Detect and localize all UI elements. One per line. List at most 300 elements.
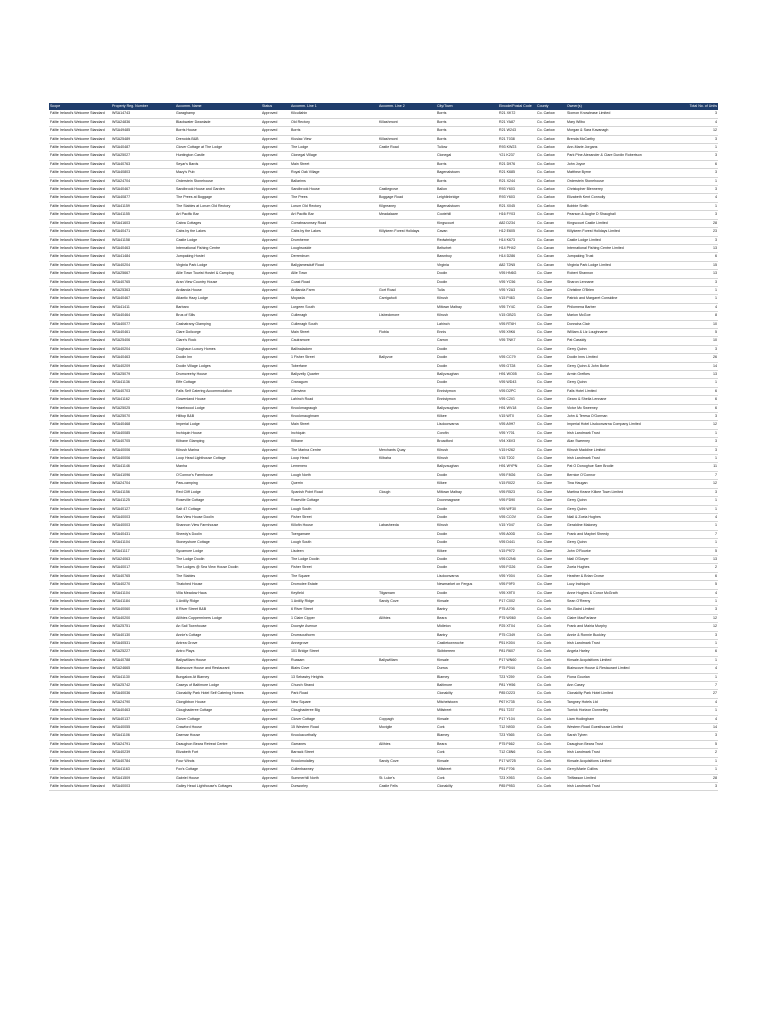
table-cell: Gerry Quinn	[567, 498, 587, 503]
table-cell: Approved	[262, 388, 278, 393]
table-cell	[378, 480, 436, 488]
table-cell: Co. Carlow	[537, 145, 555, 150]
table-cell: Approved	[262, 321, 278, 326]
table-cell: WSA25070	[112, 414, 131, 419]
table-cell: Co. Clare	[537, 514, 553, 519]
table-cell: Miltown Malbay	[437, 304, 462, 309]
table-cell: Toberfane	[291, 363, 307, 368]
table-cell: Baltimore	[437, 683, 453, 688]
table-cell: 3	[715, 111, 717, 116]
table-cell: Blairs Cove	[291, 666, 310, 671]
table-row	[49, 555, 718, 563]
table-row	[49, 774, 718, 782]
table-row	[49, 253, 718, 261]
table-cell: Kilrush Maddine Limited	[567, 447, 606, 452]
table-cell: WSA40703	[112, 388, 131, 393]
table-cell: Ann Casey	[567, 683, 585, 688]
table-cell: 3	[715, 136, 717, 141]
table-cell: 1	[715, 598, 717, 603]
table-cell: 12	[713, 615, 717, 620]
table-cell: Kilbaha	[379, 456, 391, 461]
table-cell: Blairscove House and Restaurant	[176, 666, 230, 671]
table-cell: Zoeia Hughes	[567, 565, 590, 570]
table-row	[49, 732, 718, 740]
table-cell: Fáilte Ireland's Welcome Standard	[50, 741, 105, 746]
table-cell: H91 WV18	[499, 405, 517, 410]
table-cell: Atlantic Hazy Lodge	[176, 296, 208, 301]
table-cell: 1	[715, 674, 717, 679]
table-cell: WSA49485	[112, 128, 131, 133]
table-cell: Co. Clare	[537, 271, 553, 276]
table-cell: Fáilte Ireland's Welcome Standard	[50, 481, 105, 486]
table-cell: Approved	[262, 287, 278, 292]
table-cell: Cabra Cottages	[176, 220, 202, 225]
table-cell: V15 WT0	[499, 414, 514, 419]
table-row	[49, 118, 718, 126]
table-cell: Co. Clare	[537, 472, 553, 477]
table-cell: WSA41117	[112, 548, 130, 553]
table-cell: Doolin	[437, 355, 448, 360]
table-cell: WSA40763	[112, 161, 131, 166]
table-cell: 23	[713, 229, 717, 234]
table-cell: Co. Cork	[537, 624, 552, 629]
table-cell: Blarney	[437, 733, 450, 738]
table-cell: Co. Carlow	[537, 136, 555, 141]
table-cell	[378, 303, 436, 311]
table-cell: Fáilte Ireland's Welcome Standard	[50, 220, 105, 225]
table-cell: WSA41484	[112, 254, 131, 259]
table-cell: Co. Cork	[537, 750, 552, 755]
table-cell: Doolin	[437, 556, 448, 561]
table-cell: Gerry Quinn	[567, 346, 587, 351]
table-cell: Allihies	[379, 615, 391, 620]
table-cell: Co. Cork	[537, 691, 552, 696]
table-row	[49, 606, 718, 614]
table-cell: V95 X9K6	[499, 329, 516, 334]
table-cell: P75 F662	[499, 741, 515, 746]
table-cell: Fáilte Ireland's Welcome Standard	[50, 212, 105, 217]
table-row	[49, 740, 718, 748]
table-cell: Gerry Quinn	[567, 540, 587, 545]
table-cell: Kinsale Acquisitions Limited	[567, 657, 612, 662]
table-row	[49, 379, 718, 387]
table-cell: Approved	[262, 203, 278, 208]
table-cell: 14	[713, 725, 717, 730]
table-cell	[378, 236, 436, 244]
table-cell: John O'Rourke	[567, 548, 591, 553]
table-cell: Millstreet	[437, 708, 452, 713]
table-cell: The Lodge Doolin	[176, 556, 205, 561]
table-cell: Co. Carlow	[537, 153, 555, 158]
table-cell: 1	[715, 203, 717, 208]
table-cell	[378, 497, 436, 505]
table-cell: V95 YC56	[499, 279, 516, 284]
table-cell: Co. Cork	[537, 699, 552, 704]
table-cell: John Joyce	[567, 161, 586, 166]
table-cell: Moviglie	[379, 725, 393, 730]
table-cell: Fáilte Ireland's Welcome Standard	[50, 565, 105, 570]
table-cell	[378, 379, 436, 387]
table-cell: R21 X045	[499, 203, 515, 208]
table-cell: H14 PH42	[499, 245, 516, 250]
table-cell: V95 7Y4C	[499, 304, 516, 309]
table-cell	[378, 219, 436, 227]
table-cell	[378, 581, 436, 589]
table-cell: Ballyvelly Quarter	[291, 372, 320, 376]
table-cell: P51 F706	[499, 767, 515, 772]
table-cell: Fáilte Ireland's Welcome Standard	[50, 649, 105, 654]
table-cell: 1	[715, 498, 717, 503]
table-cell: 3	[715, 632, 717, 637]
table-cell: Clonakilty	[437, 691, 453, 696]
table-cell: Co. Carlow	[537, 195, 555, 200]
table-row	[49, 194, 718, 202]
table-cell	[378, 404, 436, 412]
table-cell: Claire MacFarlane	[567, 615, 597, 620]
table-row	[49, 345, 718, 353]
table-cell: Knockmaughnam	[291, 414, 319, 419]
table-cell: Lisbeckmore	[379, 313, 400, 318]
table-cell: R21 YA87	[499, 119, 516, 124]
table-cell: Approved	[262, 405, 278, 410]
table-cell: Matthew Byrne	[567, 170, 591, 175]
table-cell: The Stables	[176, 573, 196, 578]
table-cell: Doolin	[437, 565, 448, 570]
table-cell: WSA41163	[112, 767, 130, 772]
table-cell: Fáilte Ireland's Welcome Standard	[50, 346, 105, 351]
table-cell: V95 WD43	[499, 380, 517, 385]
table-row	[49, 286, 718, 294]
table-cell: Querrin	[291, 481, 303, 486]
table-cell: Hazelwood Lodge	[176, 405, 205, 410]
table-cell: Co. Clare	[537, 556, 553, 561]
table-row	[49, 135, 718, 143]
table-cell: H91 WO05	[499, 372, 517, 376]
table-cell: Fáilte Ireland's Welcome Standard	[50, 304, 105, 309]
table-cell: V95 A00D	[499, 531, 516, 536]
table-cell: Approved	[262, 262, 278, 267]
table-cell: Ballon	[437, 187, 447, 192]
table-cell	[378, 261, 436, 269]
table-cell: Doolin	[437, 346, 448, 351]
column-header: County	[536, 103, 566, 110]
table-cell: Approved	[262, 741, 278, 746]
table-cell: Approved	[262, 220, 278, 225]
table-row	[49, 328, 718, 336]
column-header: Property Reg. Number	[111, 103, 175, 110]
table-cell: Fáilte Ireland's Welcome Standard	[50, 523, 105, 528]
table-cell: Co. Clare	[537, 372, 553, 376]
table-cell: Lough North	[291, 472, 311, 477]
table-cell: Cabs by the Lakes	[291, 229, 321, 234]
table-cell: Main Street	[291, 422, 310, 427]
table-cell: R93 Y603	[499, 195, 515, 200]
table-cell: Approved	[262, 187, 278, 192]
table-row	[49, 244, 718, 252]
table-cell: Sarah Tyben	[567, 733, 588, 738]
table-cell: Bantry	[437, 607, 448, 612]
table-cell: Fáilte Ireland's Welcome Standard	[50, 767, 105, 772]
table-row	[49, 303, 718, 311]
table-cell: P75 A706	[499, 607, 515, 612]
table-cell: Fáilte Ireland's Welcome Standard	[50, 733, 105, 738]
table-cell: V95 F9F0	[499, 582, 515, 587]
table-cell: Co. Clare	[537, 329, 553, 334]
table-cell: Approved	[262, 691, 278, 696]
table-cell: Allie Town	[291, 271, 308, 276]
table-cell: Borris	[437, 161, 447, 166]
table-row	[49, 782, 718, 790]
table-cell: WSA41162	[112, 397, 130, 402]
table-cell: Mitchelstown	[437, 699, 458, 704]
table-cell: Cork	[437, 750, 445, 755]
table-cell: Inchiquin	[291, 430, 306, 435]
table-row	[49, 236, 718, 244]
table-cell: WSA40471	[112, 229, 131, 234]
table-cell: Midleton	[437, 624, 451, 629]
table-cell: WSA25363	[112, 287, 131, 292]
table-cell: Doolin Inns Limited	[567, 355, 598, 360]
table-cell: Co. Clare	[537, 582, 553, 587]
table-cell	[378, 278, 436, 286]
table-cell: Bungalow At Blarney	[176, 674, 210, 679]
table-row	[49, 623, 718, 631]
table-row	[49, 169, 718, 177]
table-row	[49, 631, 718, 639]
table-cell: P17 Y104	[499, 716, 515, 721]
table-cell: WSA40531	[112, 641, 131, 645]
table-cell: Co. Cork	[537, 767, 552, 772]
table-cell: Approved	[262, 758, 278, 763]
table-cell: St. Luke's	[379, 775, 395, 780]
table-cell: 3	[715, 783, 717, 788]
table-row	[49, 480, 718, 488]
table-cell: Gerry/Marie Collins	[567, 767, 598, 772]
table-cell: Fáilte Ireland's Welcome Standard	[50, 548, 105, 553]
table-cell: Blairscove House & Restaurant Limited	[567, 666, 630, 671]
table-cell: 4	[715, 666, 717, 671]
table-cell: WSA14743	[112, 111, 131, 116]
table-cell: Fáilte Ireland's Welcome Standard	[50, 338, 105, 343]
table-cell: Antro Plays	[176, 649, 195, 654]
table-cell: Approved	[262, 447, 278, 452]
table-cell: Doonmagrane	[437, 498, 460, 503]
table-cell	[378, 152, 436, 160]
table-cell: Co. Clare	[537, 313, 553, 318]
table-cell: WSA40464	[112, 313, 131, 318]
table-cell: Doolin	[437, 363, 448, 368]
table-cell: WSA40463	[112, 708, 131, 713]
table-cell: Approved	[262, 304, 278, 309]
table-cell: Sea View House Doolin	[176, 514, 214, 519]
column-header: Eircode/Postal Code	[498, 103, 536, 110]
table-cell: Belturbet	[437, 245, 452, 250]
table-cell: Approved	[262, 355, 278, 360]
table-cell: Lahinch	[437, 321, 450, 326]
table-row	[49, 295, 718, 303]
table-cell: Kilrush Marina	[176, 447, 199, 452]
table-cell: WSA40130	[112, 632, 131, 637]
table-cell: Co. Clare	[537, 355, 553, 360]
table-cell: Marion McGoe	[567, 313, 591, 318]
table-cell: Fáilte Ireland's Welcome Standard	[50, 716, 105, 721]
table-cell: WSA40060	[112, 607, 131, 612]
table-cell: Sheedy's Doolin	[176, 531, 202, 536]
table-cell: P85 P953	[499, 783, 515, 788]
table-cell: Approved	[262, 506, 278, 511]
table-cell: Skibbereen	[437, 649, 456, 654]
table-cell: Castle Road	[379, 145, 399, 150]
table-cell: 13 Sebastry Heights	[291, 674, 324, 679]
table-cell: Fáilte Ireland's Welcome Standard	[50, 161, 105, 166]
table-cell: Approved	[262, 338, 278, 343]
table-cell: Co. Carlow	[537, 203, 555, 208]
table-cell: Brenda McCarthy	[567, 136, 595, 141]
table-cell	[378, 177, 436, 185]
table-cell: The Lodge	[291, 145, 309, 150]
table-cell: Meadalaare	[379, 212, 398, 217]
table-cell: Co. Carlow	[537, 128, 555, 133]
table-cell: Toergamare	[291, 531, 311, 536]
table-cell: 3	[715, 733, 717, 738]
table-cell	[378, 513, 436, 521]
table-cell: Co. Cork	[537, 783, 552, 788]
table-cell: 10	[713, 321, 717, 326]
table-cell: Fáilte Ireland's Welcome Standard	[50, 674, 105, 679]
table-cell: WSA40204	[112, 262, 131, 267]
table-cell: Fáilte Ireland's Welcome Standard	[50, 405, 105, 410]
table-cell: Fáilte Ireland's Welcome Standard	[50, 573, 105, 578]
table-cell: Orderstein Stonehouse	[567, 178, 604, 183]
table-row	[49, 429, 718, 437]
table-cell	[378, 732, 436, 740]
table-cell: Gort Road	[379, 287, 396, 292]
table-cell: WSA40003	[112, 783, 131, 788]
table-cell: V95 F8G6	[499, 472, 516, 477]
table-cell: 3	[715, 607, 717, 612]
table-cell: Kinsale	[437, 657, 449, 662]
table-row	[49, 488, 718, 496]
table-cell: Leighlinbridge	[437, 195, 460, 200]
table-cell: T23 X953	[499, 775, 515, 780]
table-cell: 6 River Street	[291, 607, 313, 612]
table-row	[49, 228, 718, 236]
table-cell	[378, 505, 436, 513]
table-cell	[378, 673, 436, 681]
table-cell: Approved	[262, 573, 278, 578]
table-cell: Approved	[262, 380, 278, 385]
table-cell: Crawford House	[176, 725, 202, 730]
table-cell: V95 Y2A3	[499, 287, 516, 292]
table-cell: Dzaughon Beara Trust	[567, 741, 603, 746]
table-cell: WSA24704	[112, 481, 131, 486]
table-cell: An Sail Townhouse	[176, 624, 207, 629]
table-cell: WSA40017	[112, 565, 131, 570]
table-cell: V95 TNK7	[499, 338, 516, 343]
table-cell: Approved	[262, 456, 278, 461]
table-cell: Old Rectory	[291, 119, 310, 124]
table-cell: Angela Harley	[567, 649, 590, 654]
table-cell: Doolin	[437, 279, 448, 284]
table-cell	[378, 530, 436, 538]
table-row	[49, 160, 718, 168]
table-cell: Approved	[262, 523, 278, 528]
table-cell: Fáilte Ireland's Welcome Standard	[50, 287, 105, 292]
table-cell: WSA40788	[112, 657, 131, 662]
table-row	[49, 471, 718, 479]
table-cell: 1	[715, 767, 717, 772]
table-cell: Martina Keane Kilkee Town Limited	[567, 489, 624, 494]
table-cell: Fáilte Ireland's Welcome Standard	[50, 372, 105, 376]
table-cell: 12	[713, 481, 717, 486]
table-cell: Victor Mc Sweeney	[567, 405, 598, 410]
table-cell	[378, 463, 436, 471]
table-cell: R21 T038	[499, 136, 515, 141]
table-cell	[378, 362, 436, 370]
table-cell: Fáilte Ireland's Welcome Standard	[50, 556, 105, 561]
table-cell: T12 C8N6	[499, 750, 516, 755]
table-cell	[378, 766, 436, 774]
table-cell: WSA40239	[112, 750, 131, 755]
table-cell: Carron	[437, 338, 448, 343]
table-cell: Christine O'Brien	[567, 287, 595, 292]
table-cell: WSA41106	[112, 733, 130, 738]
table-cell: Fáilte Ireland's Welcome Standard	[50, 119, 105, 124]
table-cell: Irish Landmark Trust	[567, 456, 600, 461]
table-cell: Fáilte Ireland's Welcome Standard	[50, 380, 105, 385]
table-cell: Co. Cork	[537, 598, 552, 603]
table-cell: Fáilte Ireland's Welcome Standard	[50, 464, 105, 469]
table-cell	[378, 438, 436, 446]
table-cell: Killashmont	[379, 136, 398, 141]
table-cell: Kilrush	[437, 296, 448, 301]
table-cell	[378, 471, 436, 479]
table-cell: Borris	[291, 128, 301, 133]
table-cell: 1 Fisher Street	[291, 355, 315, 360]
table-cell: WSA40204	[112, 346, 131, 351]
table-row	[49, 749, 718, 757]
table-cell: Roseville Cottage	[176, 498, 205, 503]
table-cell	[378, 606, 436, 614]
table-cell: P81 YH56	[499, 683, 516, 688]
table-cell: Fáilte Ireland's Welcome Standard	[50, 607, 105, 612]
table-cell: 5	[715, 548, 717, 553]
accommodation-table	[49, 103, 718, 791]
table-cell: Ballarims	[291, 178, 306, 183]
table-cell	[378, 682, 436, 690]
table-cell	[378, 110, 436, 118]
table-cell: Approved	[262, 582, 278, 587]
table-row	[49, 656, 718, 664]
table-cell: Alan Sweeney	[567, 439, 590, 444]
table-row	[49, 320, 718, 328]
table-cell: H14 D286	[499, 254, 516, 259]
table-cell	[378, 169, 436, 177]
table-cell: V95 RT6H	[499, 321, 516, 326]
table-cell: Fáilte Ireland's Welcome Standard	[50, 430, 105, 435]
header-row	[49, 103, 718, 110]
table-cell: 1	[715, 178, 717, 183]
table-cell: WSA25667	[112, 271, 131, 276]
table-cell: 28	[713, 220, 717, 225]
table-cell: Approved	[262, 624, 278, 629]
table-cell: WSA40803	[112, 170, 131, 175]
table-cell: Antrea Grove	[176, 641, 198, 645]
table-cell: Approved	[262, 397, 278, 402]
table-cell: Cloughaderee Cottage	[176, 708, 213, 713]
table-row	[49, 387, 718, 395]
table-body	[49, 110, 718, 790]
